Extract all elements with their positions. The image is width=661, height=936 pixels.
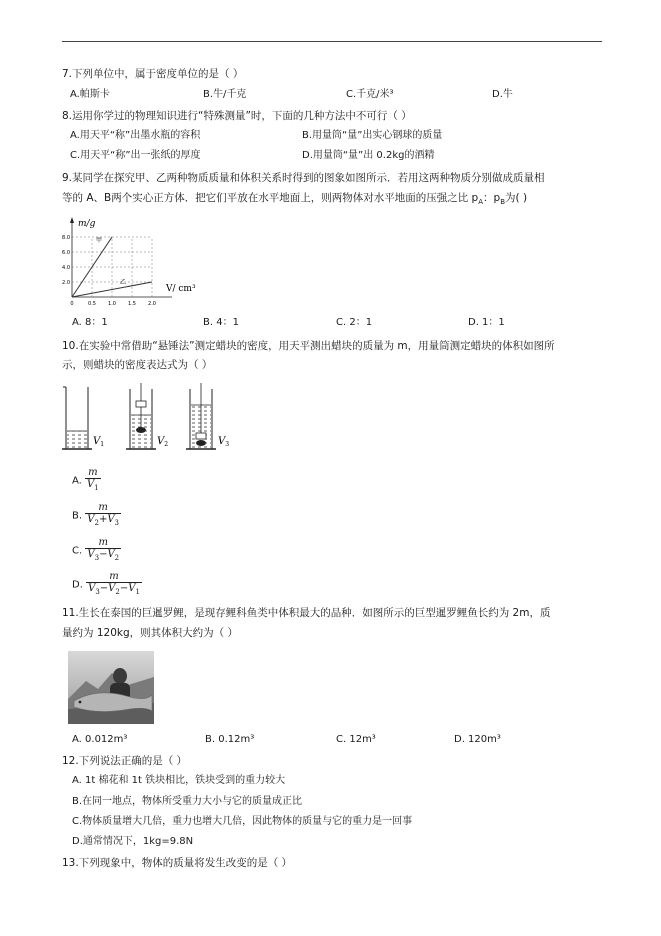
figure-label-v2: $V_2$ <box>157 436 169 448</box>
question-7-stem: 7.下列单位中，属于密度单位的是（ ） <box>62 68 244 80</box>
q10-option-d: D. $\frac{m}{V_3-V_2-V_1}$ <box>72 571 140 596</box>
q9-mass-volume-graph <box>62 212 212 308</box>
question-9-stem-line1: 9.某同学在探究甲、乙两种物质质量和体积关系时得到的图象如图所示．若用这两种物质分别做成质量相 <box>62 172 545 184</box>
question-11-stem-line1: 11.生长在泰国的巨暹罗鲤，是现存鲤科鱼类中体积最大的品种．如图所示的巨型暹罗鲤鱼长约为 2m，质 <box>62 607 551 619</box>
q8-option-d: D.用量筒“量”出 0.2kg的酒精 <box>302 150 435 161</box>
x-tick-label: 0.5 <box>88 301 96 307</box>
graph-x-ticks <box>70 301 156 307</box>
q8-option-a: A.用天平“称”出墨水瓶的容积 <box>70 130 201 141</box>
q9-stem-mid: ：p <box>483 192 501 204</box>
q10-option-a: A. $\frac{m}{V_1}$ <box>72 467 99 492</box>
q10-option-c: C. $\frac{m}{V_3-V_2}$ <box>72 537 120 562</box>
header-rule <box>62 41 602 42</box>
q9-option-b: B. 4：1 <box>203 317 239 328</box>
q9-stem-end: 为( ) <box>505 192 528 204</box>
y-tick-label: 6.0 <box>62 250 70 256</box>
q11-option-a: A. 0.012m³ <box>72 734 128 745</box>
cylinder-1 <box>62 387 92 449</box>
graph-y-label: m/g <box>78 219 96 229</box>
question-10-stem-line2: 示，则蜡块的密度表达式为（ ） <box>62 359 213 371</box>
x-tick-label: 2.0 <box>148 301 156 307</box>
figure-label-v3: $V_3$ <box>218 436 230 448</box>
q8-option-c: C.用天平“称”出一张纸的厚度 <box>70 150 201 161</box>
q7-option-d: D.牛 <box>492 89 513 100</box>
y-tick-label: 8.0 <box>62 235 70 241</box>
y-tick-label: 4.0 <box>62 265 70 271</box>
figure-label-v1: $V_1$ <box>93 436 105 448</box>
question-8-stem: 8.运用你学过的物理知识进行“特殊测量”时，下面的几种方法中不可行（ ） <box>62 110 412 122</box>
q7-option-b: B.牛/千克 <box>203 89 247 100</box>
cylinder-2 <box>126 383 156 449</box>
q10-option-b: B. $\frac{m}{V_2+V_3}$ <box>72 502 120 527</box>
q9-stem-text: 等的 A、B两个实心正方体．把它们平放在水平地面上，则两物体对水平地面的压强之比 p <box>62 192 479 204</box>
graph-grid <box>72 237 152 297</box>
question-10-stem-line1: 10.在实验中常借助“悬锤法”测定蜡块的密度，用天平测出蜡块的质量为 m，用量筒测定蜡块的体积如图所 <box>62 340 555 352</box>
graph-x-label: V/ cm³ <box>166 284 196 294</box>
q9-option-c: C. 2：1 <box>336 317 373 328</box>
q7-option-c: C.千克/米³ <box>346 89 394 100</box>
question-9-stem-line2 <box>62 191 527 209</box>
y-tick-label: 2.0 <box>62 280 70 286</box>
q8-option-b: B.用量筒“量”出实心钢球的质量 <box>302 130 443 141</box>
x-tick-label: 0 <box>70 301 74 307</box>
q9-option-d: D. 1：1 <box>468 317 505 328</box>
x-tick-label: 1.5 <box>128 301 136 307</box>
cylinder-3 <box>186 383 216 449</box>
q12-option-c: C.物体质量增大几倍，重力也增大几倍，因此物体的质量与它的重力是一回事 <box>72 816 413 827</box>
q11-option-b: B. 0.12m³ <box>205 734 255 745</box>
q11-option-c: C. 12m³ <box>336 734 376 745</box>
q9-option-a: A. 8：1 <box>72 317 108 328</box>
x-tick-label: 1.0 <box>108 301 116 307</box>
q11-option-d: D. 120m³ <box>454 734 501 745</box>
graph-line-a-label: 甲 <box>96 237 103 244</box>
q12-option-d: D.通常情况下，1kg=9.8N <box>72 836 194 847</box>
q9-sub-b: B <box>500 198 506 207</box>
q9-sub-a: A <box>478 198 484 207</box>
q12-option-b: B.在同一地点，物体所受重力大小与它的质量成正比 <box>72 796 303 807</box>
q10-cylinder-figure <box>60 381 240 455</box>
graph-line-b-label: 乙 <box>120 279 127 286</box>
question-13-stem: 13.下列现象中，物体的质量将发生改变的是（ ） <box>62 857 293 869</box>
q7-option-a: A.帕斯卡 <box>70 89 110 100</box>
question-11-stem-line2: 量约为 120kg，则其体积大约为（ ） <box>62 627 238 639</box>
graph-y-arrow <box>70 217 74 223</box>
q12-option-a: A. 1t 棉花和 1t 铁块相比，铁块受到的重力较大 <box>72 775 286 786</box>
question-12-stem: 12.下列说法正确的是（ ） <box>62 755 188 767</box>
q11-fish-photo <box>68 651 154 724</box>
graph-y-ticks <box>62 235 70 286</box>
